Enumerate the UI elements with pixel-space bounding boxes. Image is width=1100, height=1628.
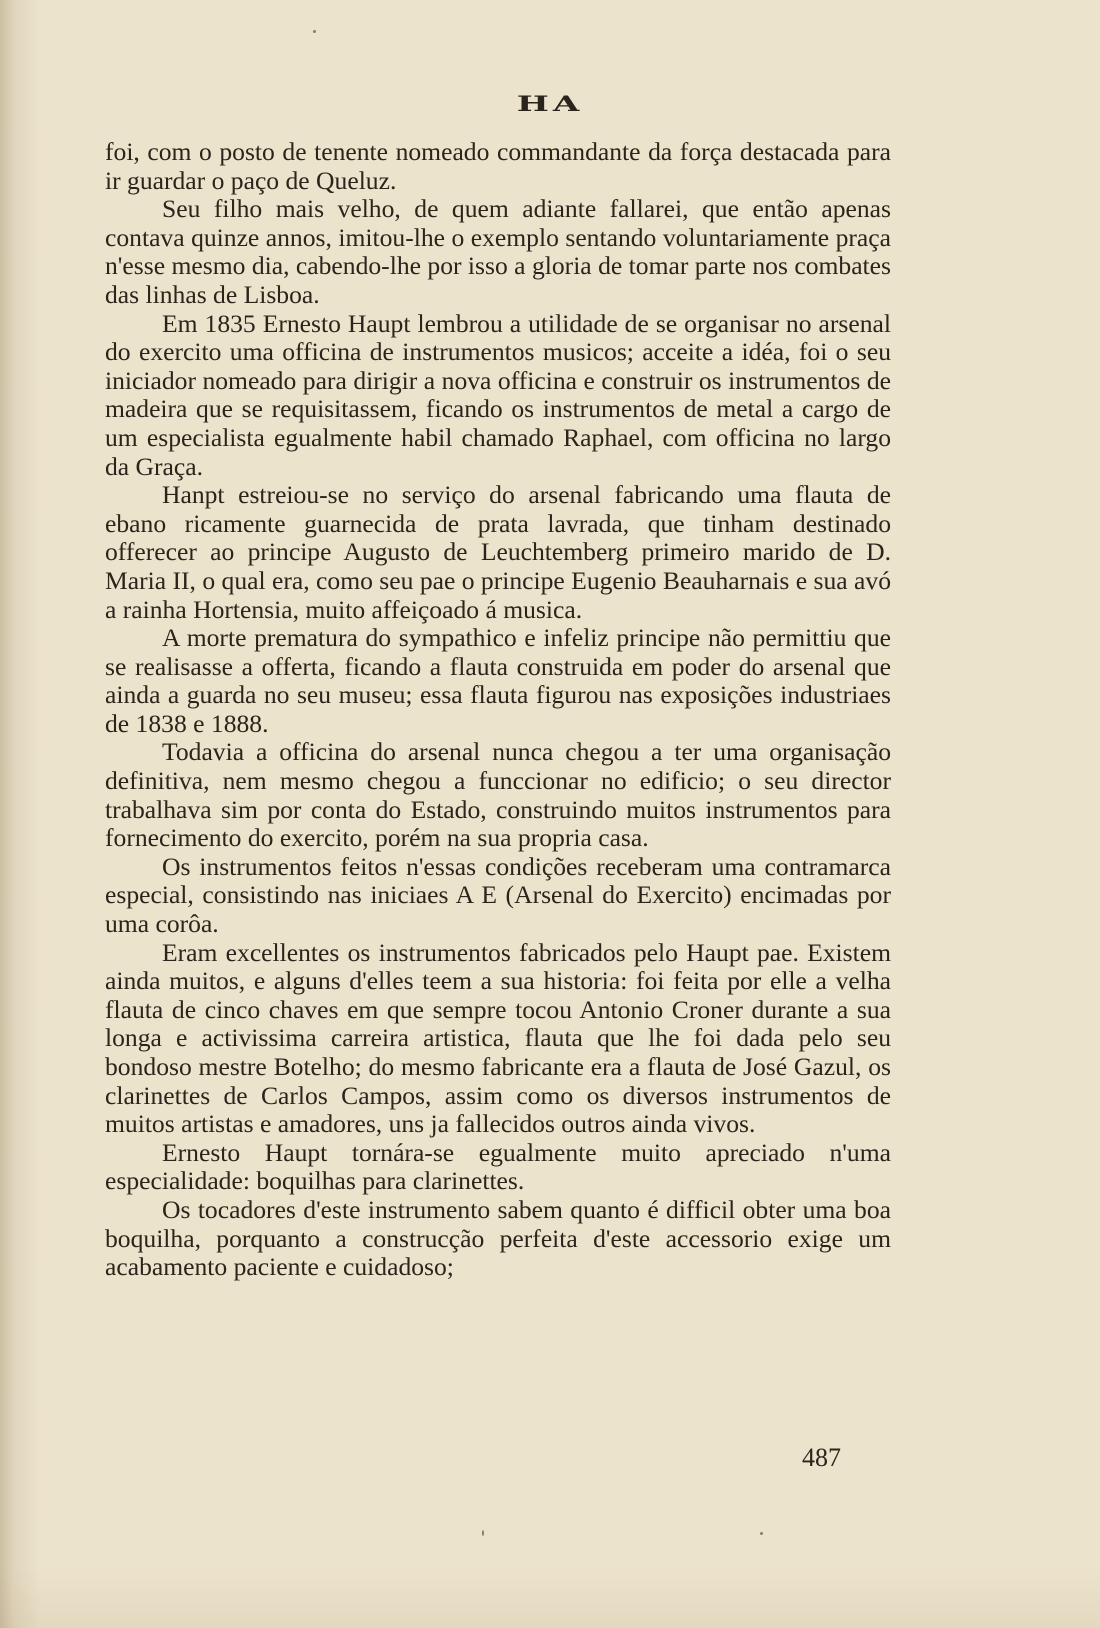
body-text <box>105 138 891 1282</box>
paragraph: Ernesto Haupt tornára-se egualmente muito apreciado n'uma especialidade: boquilhas para clarinettes. <box>105 1137 891 1196</box>
paragraph: A morte prematura do sympathico e infeliz principe não permittiu que se realisasse a offerta, ficando a flauta construida em poder do arsenal que ainda a guarda no seu museu; essa flauta figurou nas exposições industriaes de 1838 e 1888. <box>105 623 891 738</box>
paragraph: Hanpt estreiou-se no serviço do arsenal fabricando uma flauta de ebano ricamente guarnecida de prata lavrada, que tinham destinado offerecer ao principe Augusto de Leuchtemberg primeiro marido de D. Maria II, o qual era, como seu pae o principe Eugenio Beauharnais e sua avó a rainha Hortensia, muito affeiçoado á musica. <box>105 480 891 624</box>
paper-speck <box>482 1530 484 1536</box>
paragraph: Os instrumentos feitos n'essas condições receberam uma contramarca especial, consistindo nas iniciaes A E (Arsenal do Exercito) encimadas por uma corôa. <box>105 851 891 939</box>
paragraph: Eram excellentes os instrumentos fabricados pelo Haupt pae. Existem ainda muitos, e alguns d'elles teem a sua historia: foi feita por elle a velha flauta de cinco chaves em que sempre tocou Antonio Croner durante a sua longa e activissima carreira artistica, flauta que lhe foi dada pelo seu bondoso mestre Botelho; do mesmo fabricante era a flauta de José Gazul, os clarinettes de Carlos Campos, assim como os diversos instrumentos de muitos artistas e amadores, uns ja fallecidos outros ainda vivos. <box>105 937 891 1139</box>
paragraph: foi, com o posto de tenente nomeado commandante da força destacada para ir guardar o paço de Queluz. <box>105 137 891 195</box>
paragraph: Todavia a officina do arsenal nunca chegou a ter uma organisação definitiva, nem mesmo chegou a funccionar no edificio; o seu director trabalhava sim por conta do Estado, construindo muitos instrumentos para fornecimento do exercito, porém na sua propria casa. <box>105 737 891 853</box>
page-number: 487 <box>802 1443 841 1472</box>
running-head: HA <box>516 91 584 117</box>
paragraph: Os tocadores d'este instrumento sabem quanto é difficil obter uma boa boquilha, porquanto a construcção perfeita d'este accessorio exige um acabamento paciente e cuidadoso; <box>105 1194 891 1282</box>
paper-speck <box>760 1532 763 1535</box>
paper-speck <box>313 30 316 33</box>
paragraph: Seu filho mais velho, de quem adiante fallarei, que então apenas contava quinze annos, imitou-lhe o exemplo sentando voluntariamente praça n'esse mesmo dia, cabendo-lhe por isso a gloria de tomar parte nos combates das linhas de Lisboa. <box>105 194 891 309</box>
paragraph: Em 1835 Ernesto Haupt lembrou a utilidade de se organisar no arsenal do exercito uma officina de instrumentos musicos; acceite a idéa, foi o seu iniciador nomeado para dirigir a nova officina e construir os instrumentos de madeira que se requisitassem, ficando os instrumentos de metal a cargo de um especialista egualmente habil chamado Raphael, com officina no largo da Graça. <box>105 308 891 481</box>
